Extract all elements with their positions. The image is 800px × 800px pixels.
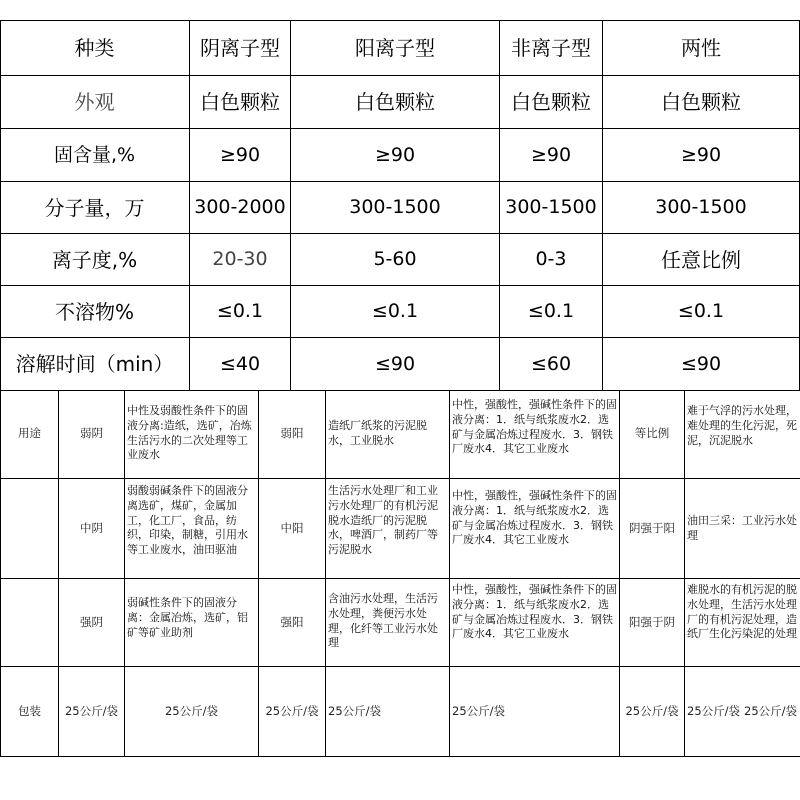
amphoteric-ratio: 等比例: [634, 426, 670, 441]
packaging-value: 25公斤/袋: [744, 703, 798, 718]
row-label: 固含量,%: [53, 143, 136, 166]
packaging-value: 25公斤/袋: [265, 703, 319, 718]
row-label: 分子量，万: [44, 195, 145, 220]
packaging-label: 包装: [18, 703, 41, 718]
value-anionic: 300-2000: [194, 196, 286, 219]
packaging-value: 25公斤/袋: [687, 703, 741, 718]
amphoteric-ratio: 阳强于阴: [629, 614, 675, 629]
anion-grade: 中阴: [80, 520, 103, 535]
cation-usage-text: 生活污水处理厂和工业污水处理厂的有机污泥脱水造纸厂的污泥脱水，啤酒厂，制药厂等污泥脱水: [328, 484, 438, 557]
value-nonionic: 300-1500: [505, 196, 597, 219]
value-nonionic: ≥90: [530, 143, 572, 166]
value-amphoteric: 任意比例: [661, 247, 741, 272]
cation-grade: 中阳: [280, 520, 304, 535]
usage-label: 用途: [18, 426, 41, 441]
packaging-value: 25公斤/袋: [164, 703, 218, 718]
cation-grade: 强阳: [280, 614, 304, 629]
packaging-value: 25公斤/袋: [452, 703, 506, 718]
nonionic-usage-text: 中性，强酸性，强碱性条件下的固液分离：1．纸与纸浆废水2．选矿与金属冶炼过程废水．3．钢铁厂废水4．其它工业废水: [452, 583, 617, 641]
value-amphoteric: 白色颗粒: [661, 90, 741, 114]
header-anionic: 阴离子型: [200, 36, 280, 60]
anion-grade: 强阴: [80, 614, 103, 629]
value-nonionic: ≤0.1: [527, 300, 575, 323]
nonionic-usage-text: 中性，强酸性，强碱性条件下的固液分离：1．纸与纸浆废水2．选矿与金属冶炼过程废水．3．钢铁厂废水4．其它工业废水: [452, 489, 617, 547]
anion-usage-text: 中性及弱酸性条件下的固液分离:造纸，选矿，冶炼生活污水的二次处理等工业废水: [127, 404, 252, 462]
header-category: 种类: [74, 36, 115, 60]
value-cationic: 300-1500: [349, 196, 441, 219]
cation-grade: 弱阳: [280, 426, 304, 441]
value-cationic: 5-60: [373, 248, 417, 271]
nonionic-usage-text: 中性，强酸性，强碱性条件下的固液分离：1．纸与纸浆废水2．选矿与金属冶炼过程废水．3．钢铁厂废水4．其它工业废水: [452, 398, 617, 456]
cation-usage-text: 造纸厂纸浆的污泥脱水，工业脱水: [328, 419, 427, 447]
anion-usage-text: 弱酸弱碱条件下的固液分离选矿，煤矿，金属加工，化工厂，食品，纺织，印染，制糖，引用水等工业废水，油田驱油: [127, 484, 248, 557]
anion-grade: 弱阴: [80, 426, 103, 441]
row-label: 不溶物%: [54, 299, 134, 324]
anion-usage-text: 弱碱性条件下的固液分离：金属冶炼，选矿，铝矿等矿业助剂: [127, 596, 248, 639]
value-anionic: ≤40: [219, 352, 261, 375]
amphoteric-ratio: 阴强于阳: [629, 520, 675, 535]
value-anionic: 20-30: [212, 248, 268, 271]
value-anionic: ≥90: [219, 143, 261, 166]
value-cationic: 白色颗粒: [355, 90, 435, 114]
packaging-value: 25公斤/袋: [64, 703, 118, 718]
header-cationic: 阳离子型: [355, 36, 435, 60]
packaging-value: 25公斤/袋: [328, 703, 382, 718]
amphoteric-usage-text: 难脱水的有机污泥的脱水处理，生活污水处理厂的有机污泥处理，造纸厂生化污染泥的处理: [687, 583, 797, 641]
amphoteric-usage-text: 油田三采：工业污水处理: [687, 514, 797, 542]
value-cationic: ≤0.1: [371, 300, 419, 323]
row-label: 外观: [74, 90, 115, 114]
cation-usage-text: 含油污水处理，生活污水处理，粪便污水处理，化纤等工业污水处理: [328, 592, 438, 650]
header-amphoteric: 两性: [681, 36, 721, 60]
value-cationic: ≤90: [374, 352, 416, 375]
value-cationic: ≥90: [374, 143, 416, 166]
row-label: 离子度,%: [51, 247, 138, 272]
value-anionic: 白色颗粒: [200, 90, 280, 114]
row-label: 溶解时间（min）: [15, 352, 174, 376]
value-nonionic: 0-3: [535, 248, 567, 271]
value-anionic: ≤0.1: [216, 300, 264, 323]
header-nonionic: 非离子型: [511, 36, 591, 60]
value-amphoteric: ≥90: [680, 143, 722, 166]
value-amphoteric: ≤90: [680, 352, 722, 375]
packaging-value: 25公斤/袋: [625, 703, 679, 718]
value-amphoteric: ≤0.1: [677, 300, 725, 323]
value-nonionic: ≤60: [530, 352, 572, 375]
value-nonionic: 白色颗粒: [511, 90, 591, 114]
amphoteric-usage-text: 难于气浮的污水处理，难处理的生化污泥，死泥，沉泥脱水: [687, 404, 797, 447]
value-amphoteric: 300-1500: [655, 196, 747, 219]
